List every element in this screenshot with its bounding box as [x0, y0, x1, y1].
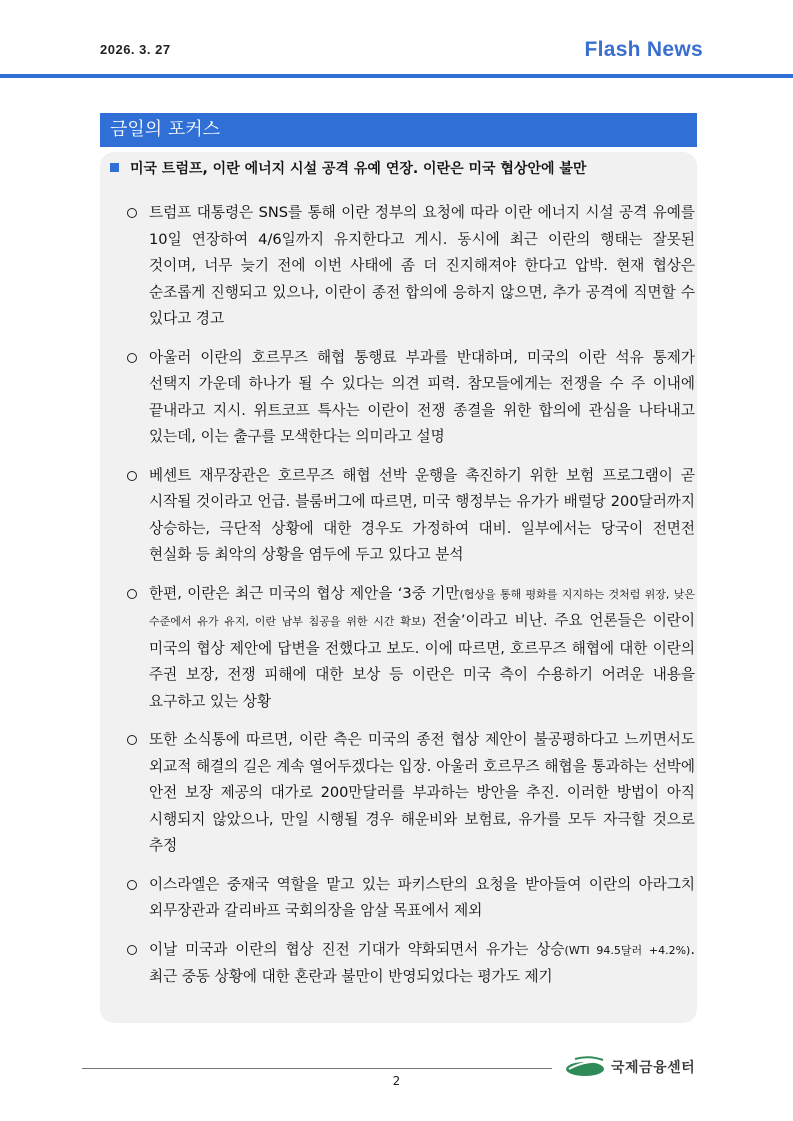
page-number: 2: [392, 1074, 401, 1088]
list-item: [125, 463, 695, 569]
list-item: [125, 200, 695, 333]
list-item-text-part: 전술’이라고 비난. 주요 언론들은 이란이 미국의 협상 제안에 답변을 전했다고 보도. 이에 따르면, 호르무즈 해협에 대한 이란의 주권 보장, 전쟁 피해에 대한 보상 등 이란은 미국 측이 수용하기 어려운 내용을 요구하고 있는 상황: [149, 612, 695, 710]
list-item-text: 이스라엘은 중재국 역할을 맡고 있는 파키스탄의 요청을 받아들여 이란의 아라그치 외무장관과 갈리바프 국회의장을 암살 목표에서 제외: [149, 875, 695, 919]
hollow-circle-icon: [127, 945, 137, 955]
list-item: [125, 937, 695, 991]
headline: [110, 158, 690, 180]
list-item-text-part: . 최근 중동 상황에 대한 혼란과 불만이 반영되었다는 평가도 제기: [149, 940, 695, 985]
list-item-text: 아울러 이란의 호르무즈 해협 통행료 부과를 반대하며, 미국의 이란 석유 통제가 선택지 가운데 하나가 될 수 있다는 의견 피력. 참모들에게는 전쟁을 수 주 이내에 끝내라고 지시. 위트코프 특사는 이란이 전쟁 종결을 위한 합의에 관심을 나타내고 있는데, 이는 출구를 모색한다는 의미라고 설명: [149, 348, 695, 445]
section-title: 금일의 포커스: [100, 113, 697, 147]
list-item: [125, 727, 695, 860]
list-item-text: 또한 소식통에 따르면, 이란 측은 미국의 종전 협상 제안이 불공평하다고 느끼면서도 외교적 해결의 길은 계속 열어두겠다는 입장. 아울러 호르무즈 해협을 통과하는 선박에 안전 보장 제공의 대가로 200만달러를 부과하는 방안을 추진. 이러한 방법이 아직 시행되지 않았으나, 만일 시행될 경우 해운비와 보험료, 유가를 모두 자극할 것으로 추정: [149, 731, 695, 854]
hollow-circle-icon: [127, 471, 137, 481]
hollow-circle-icon: [127, 353, 137, 363]
list-item-note: (협상을 통해 평화를 지지하는 것처럼 위장, 낮은 수준에서 유가 유지, 이란 남부 침공을 위한 시간 확보): [149, 587, 695, 628]
list-item-text: 트럼프 대통령은 SNS를 통해 이란 정부의 요청에 따라 이란 에너지 시설 공격 유예를 10일 연장하여 4/6일까지 유지한다고 게시. 동시에 최근 이란의 행태는 잘못된 것이며, 너무 늦기 전에 이번 사태에 좀 더 진지해져야 한다고 압박. 현재 협상은 순조롭게 진행되고 있으나, 이란이 종전 합의에 응하지 않으면, 추가 공격에 직면할 수 있다고 경고: [149, 204, 695, 327]
hollow-circle-icon: [127, 208, 137, 218]
bullet-list: [125, 200, 695, 1003]
list-item-note: (WTI 94.5달러 +4.2%): [564, 943, 691, 957]
list-item: [125, 872, 695, 925]
footer-divider: [82, 1068, 552, 1069]
list-item-text: 베센트 재무장관은 호르무즈 해협 선박 운행을 촉진하기 위한 보험 프로그램이 곧 시작될 것이라고 언급. 블룸버그에 따르면, 미국 행정부는 유가가 배럴당 200달러까지 상승하는, 극단적 상황에 대한 경우도 가정하여 대비. 일부에서는 당국이 전면전 현실화 등 최악의 상황을 염두에 두고 있다고 분석: [149, 466, 695, 563]
brand-title: Flash News: [584, 38, 703, 61]
footer-logo-text: 국제금융센터: [611, 1059, 696, 1075]
list-item-text-part: 이날 미국과 이란의 협상 진전 기대가 약화되면서 유가는 상승: [149, 940, 565, 958]
headline-text: 미국 트럼프, 이란 에너지 시설 공격 유예 연장. 이란은 미국 협상안에 불만: [130, 161, 587, 177]
hollow-circle-icon: [127, 735, 137, 745]
list-item-text-part: 한편, 이란은 최근 미국의 협상 제안을 ‘3중 기만: [149, 584, 460, 602]
list-item-text: [149, 937, 695, 991]
blue-square-icon: [110, 163, 119, 172]
hollow-circle-icon: [127, 880, 137, 890]
list-item: [125, 581, 695, 716]
report-date: 2026. 3. 27: [100, 42, 171, 57]
hollow-circle-icon: [127, 589, 137, 599]
list-item: [125, 345, 695, 451]
header-divider: [0, 74, 793, 78]
list-item-text: [149, 581, 695, 716]
